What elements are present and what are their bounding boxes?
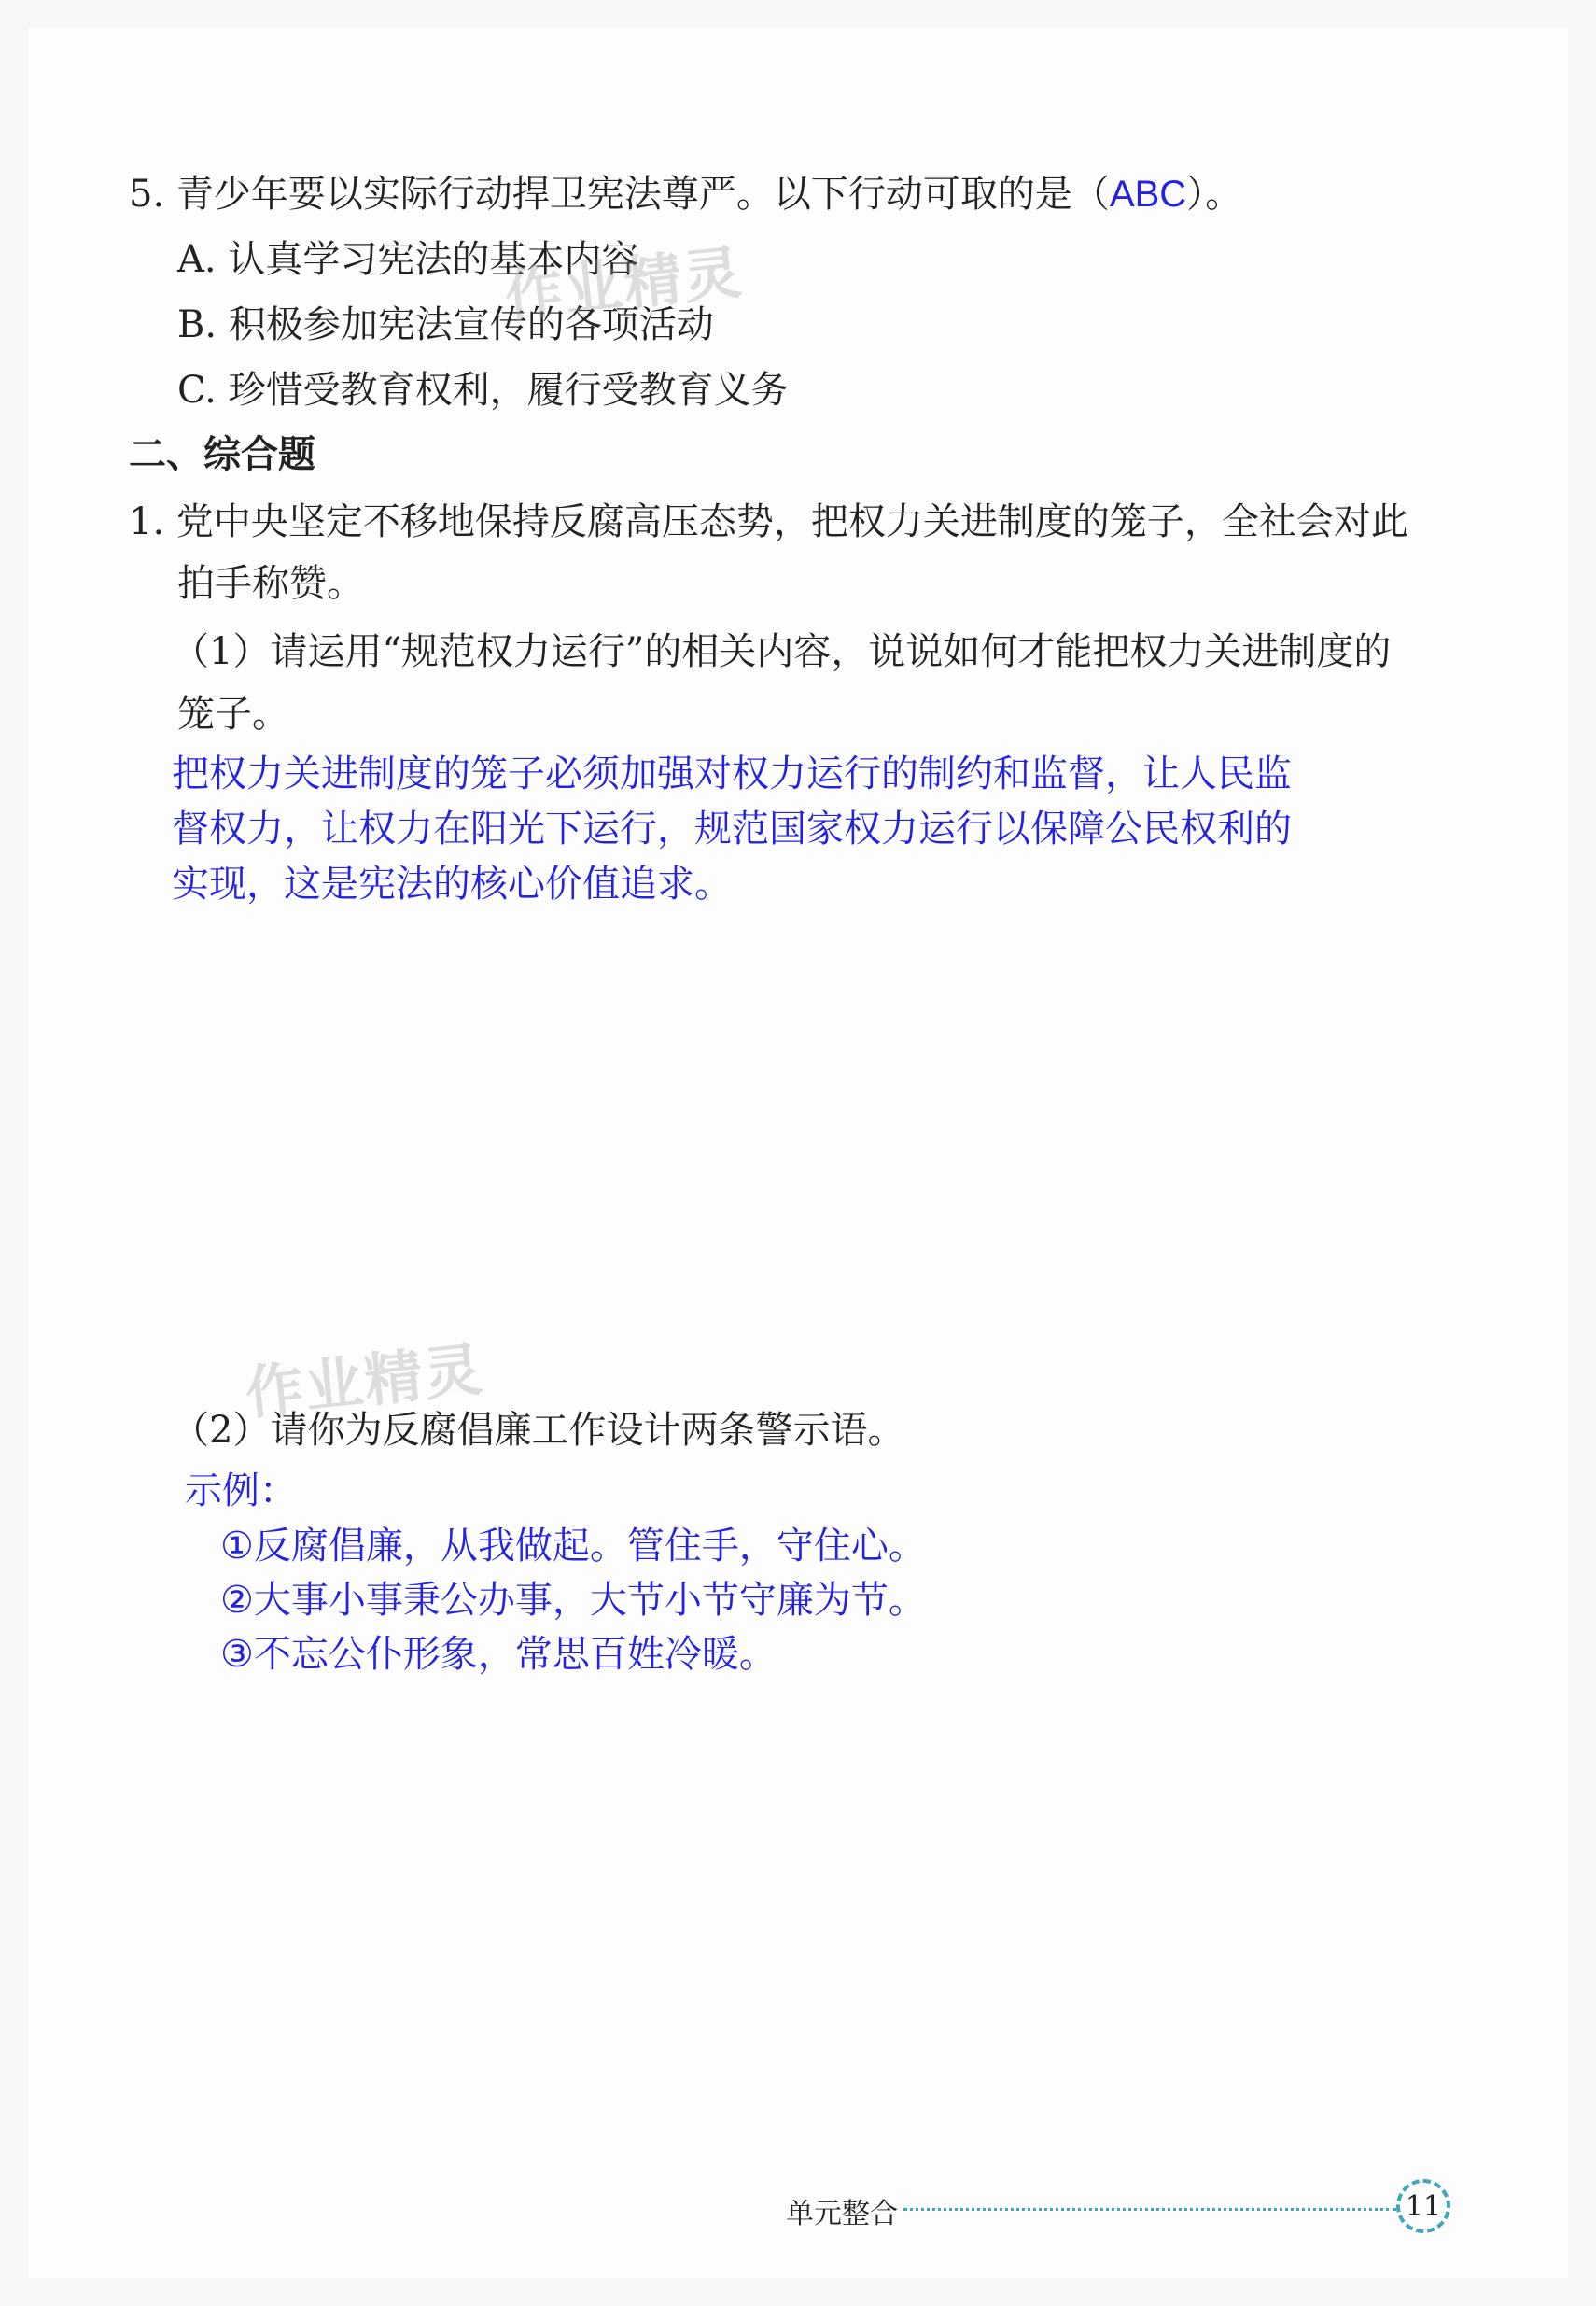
footer-unit-label: 单元整合 — [786, 2198, 898, 2230]
q5-stem — [129, 164, 1242, 218]
q5-option-b: B. 积极参加宪法宣传的各项活动 — [177, 303, 714, 346]
q1-answer1-line2: 督权力，让权力在阳光下运行，规范国家权力运行以保障公民权利的 — [172, 808, 1292, 851]
q5-stem-end: ）。 — [1186, 173, 1243, 216]
q5-stem-text: 5. 青少年要以实际行动捍卫宪法尊严。以下行动可取的是（ — [129, 173, 1110, 216]
section-heading: 二、综合题 — [129, 432, 315, 476]
page-number-badge — [1396, 2179, 1450, 2233]
q1-answer2-line1: ①反腐倡廉，从我做起。管住手，守住心。 — [220, 1525, 926, 1568]
q1-stem-line2: 拍手称赞。 — [177, 562, 364, 605]
q1-answer1-line3: 实现，这是宪法的核心价值追求。 — [172, 863, 732, 906]
q1-stem-line1: 1. 党中央坚定不移地保持反腐高压态势，把权力关进制度的笼子，全社会对此 — [129, 500, 1408, 543]
q5-answer: ABC — [1109, 174, 1187, 215]
q1-sub1-line1: （1）请运用“规范权力运行”的相关内容，说说如何才能把权力关进制度的 — [172, 630, 1392, 673]
q1-answer2-label: 示例： — [185, 1469, 297, 1512]
q1-answer1-line1: 把权力关进制度的笼子必须加强对权力运行的制约和监督，让人民监 — [172, 752, 1292, 795]
q1-answer2-line3: ③不忘公仆形象，常思百姓冷暖。 — [220, 1633, 777, 1676]
watermark-middle: 作业精灵 — [242, 1334, 487, 1428]
watermark-top: 作业精灵 — [501, 237, 747, 331]
q5-option-c: C. 珍惜受教育权利，履行受教育义务 — [177, 369, 789, 412]
q5-option-a: A. 认真学习宪法的基本内容 — [177, 238, 639, 281]
page-number: 11 — [1405, 2189, 1442, 2223]
q1-sub1-line2: 笼子。 — [177, 693, 289, 736]
footer-dotted-rule — [903, 2208, 1396, 2211]
q1-sub2: （2）请你为反腐倡廉工作设计两条警示语。 — [172, 1409, 905, 1452]
q1-answer2-line2: ②大事小事秉公办事，大节小节守廉为节。 — [220, 1579, 926, 1622]
